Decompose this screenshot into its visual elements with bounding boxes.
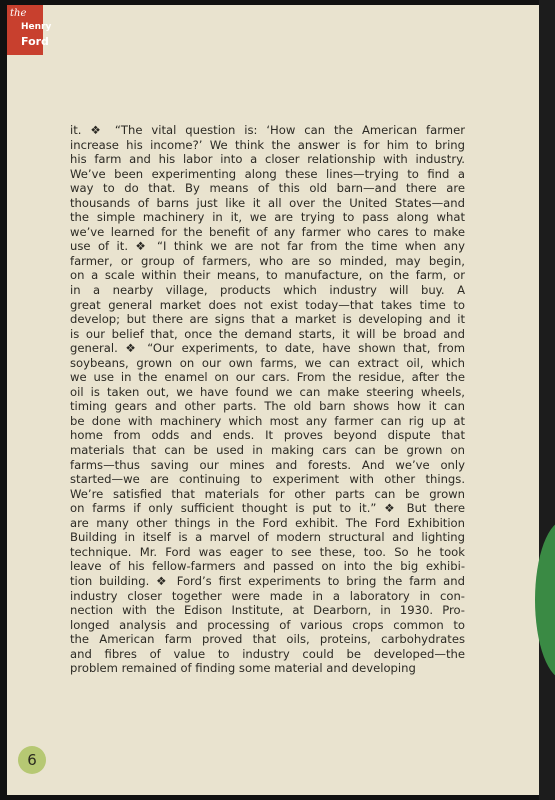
text-line: and fibres of value to industry could be developed—the bbox=[70, 646, 465, 661]
text-line: on a scale within their means, to manufacture, on the farm, or bbox=[70, 268, 465, 283]
text-line: be done with machinery which most any farmer can rig up at bbox=[70, 413, 465, 428]
text-line: nection with the Edison Institute, at Dearborn, in 1930. Pro- bbox=[70, 603, 465, 618]
text-line: his farm and his labor into a closer relationship with industry. bbox=[70, 152, 465, 167]
text-line: home from odds and ends. It proves beyond dispute that bbox=[70, 428, 465, 443]
text-line: materials that can be used in making cars can be grown on bbox=[70, 443, 465, 458]
text-line: increase his income?’ We think the answer is for him to bring bbox=[70, 137, 465, 152]
logo-ford: Ford bbox=[21, 35, 49, 48]
text-line: longed analysis and processing of various crops common to bbox=[70, 617, 465, 632]
document-page bbox=[7, 5, 539, 795]
text-line: Building in itself is a marvel of modern structural and lighting bbox=[70, 530, 465, 545]
text-line: industry closer together were made in a laboratory in con- bbox=[70, 588, 465, 603]
text-line: timing gears and other parts. The old barn shows how it can bbox=[70, 399, 465, 414]
text-line: it. ❖ “The vital question is: ‘How can the American farmer bbox=[70, 123, 465, 137]
text-line: great general market does not exist today—that takes time to bbox=[70, 297, 465, 312]
text-line: develop; but there are signs that a market is developing and it bbox=[70, 312, 465, 327]
text-line: tion building. ❖ Ford’s first experiments to bring the farm and bbox=[70, 573, 465, 588]
text-line: on farms if only sufficient thought is put to it.” ❖ But there bbox=[70, 501, 465, 516]
text-line: is our belief that, once the demand starts, it will be broad and bbox=[70, 326, 465, 341]
text-line: the American farm proved that oils, proteins, carbohydrates bbox=[70, 632, 465, 647]
text-line: leave of his fellow-farmers and passed on into the big exhibi- bbox=[70, 559, 465, 574]
text-line: farmer, or group of farmers, who are so minded, may begin, bbox=[70, 253, 465, 268]
text-line: problem remained of finding some material and developing bbox=[70, 661, 416, 676]
logo-the: the bbox=[10, 8, 27, 19]
text-line: We’ve been experimenting along these lines—trying to find a bbox=[70, 166, 465, 181]
text-line: oil is taken out, we have found we can make steering wheels, bbox=[70, 384, 465, 399]
logo-henry: Henry bbox=[21, 22, 52, 32]
henry-ford-logo[interactable] bbox=[7, 5, 52, 55]
text-line: thousands of barns just like it all over the United States—and bbox=[70, 195, 465, 210]
text-line: started—we are continuing to experiment with other things. bbox=[70, 472, 465, 487]
page-number-badge: 6 bbox=[18, 746, 46, 774]
text-line: use of it. ❖ “I think we are not far from the time when any bbox=[70, 239, 465, 254]
text-line: technique. Mr. Ford was eager to see these, too. So he took bbox=[70, 544, 465, 559]
text-line: soybeans, grown on our own farms, we can extract oil, which bbox=[70, 355, 465, 370]
text-line: farms—thus saving our mines and forests. And we’ve only bbox=[70, 457, 465, 472]
text-line: in a nearby village, products which industry will buy. A bbox=[70, 283, 465, 298]
text-line: are many other things in the Ford exhibit. The Ford Exhibition bbox=[70, 515, 465, 530]
body-text bbox=[70, 123, 465, 676]
page-edge bbox=[539, 0, 555, 800]
text-line: the simple machinery in it, we are trying to pass along what bbox=[70, 210, 465, 225]
text-line: we’ve learned for the benefit of any farmer who cares to make bbox=[70, 224, 465, 239]
text-line: We’re satisfied that materials for other parts can be grown bbox=[70, 486, 465, 501]
text-line: we use in the enamel on our cars. From the residue, after the bbox=[70, 370, 465, 385]
text-line: general. ❖ “Our experiments, to date, have shown that, from bbox=[70, 341, 465, 356]
text-line: way to do that. By means of this old barn—and there are bbox=[70, 181, 465, 196]
